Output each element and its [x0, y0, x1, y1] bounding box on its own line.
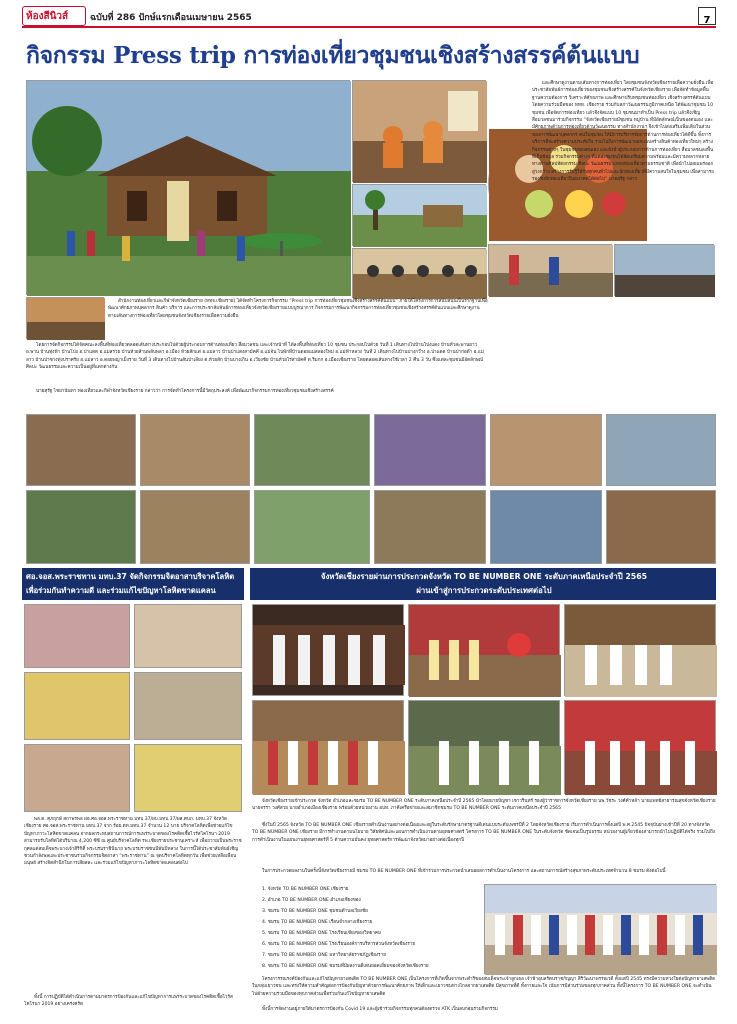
- list-item: 8. ชมรม TO BE NUMBER ONE ชมรมที่มีผลงานดีเด่นยอดเยี่ยมของจังหวัดเชียงราย: [262, 964, 429, 969]
- list-item: 3. ชมรม TO BE NUMBER ONE ชุมชนตำบลเวียงชัย: [262, 909, 368, 914]
- grid-photo: [606, 414, 716, 486]
- article3-body-3: ในการประกวดผลงานในครั้งนี้จังหวัดเชียงรายมี ชมรม TO BE NUMBER ONE ที่เข้าร่วมการประกวดนำเสนอผลการดำเนินงานโครงการ และสถานการณ์สร้างสุขภาพระดับประเทศจำนวน 8 ชมรม ดังต่อไปนี้: [262, 869, 666, 874]
- header-rule: [22, 26, 716, 28]
- article1-body-1: สำนักงานท่องเที่ยวและกีฬาจังหวัดเชียงราย (ททจ.เชียงราย) ได้จัดทำโครงการกิจกรรม “Press trip การท่องเที่ยวชุมชนเชิงสร้างสรรค์ต้นแบบ” ภายใต้โครงการการสนับสนุนเป็นรากฐานเพื่อพัฒนาศักยภาพบุคลากร สินค้า บริการ และการประชาสัมพันธ์การท่องเที่ยวจังหวัดเชียงรายแบบบูรณาการ กิจกรรมการพัฒนากิจกรรมการท่องเที่ยวชุมชนเชิงสร้างสรรค์ต้นแบบและศึกษาดูงานตามเส้นทางการท่องเที่ยวโดยชุมชนจังหวัดเชียงรายเพื่อความยั่งยืน: [108, 299, 488, 319]
- article3-club-list: [262, 886, 482, 974]
- donation-photo: [24, 604, 130, 668]
- donation-photo: [24, 672, 130, 740]
- article3-title-line2: ผ่านเข้าสู่การประกวดระดับประเทศต่อไป: [416, 586, 552, 595]
- donation-photo: [24, 744, 130, 812]
- grid-photo: [490, 490, 602, 564]
- article1-body-3: นายสุรัฐ ไชยานันทา ท่องเที่ยวและกีฬาจังหวัดเชียงราย กล่าวว่า การจัดทำโครงการนี้มีวัตถุประสงค์ เพื่อพัฒนากิจกรรมการท่องเที่ยวชุมชนเชิงสร้างสรรค์: [36, 389, 334, 394]
- article3-title-line1: จังหวัดเชียงรายผ่านการประกวดจังหวัด TO BE NUMBER ONE ระดับภาคเหนือประจำปี 2565: [320, 572, 648, 581]
- issue-line: ฉบับที่ 286 ปักษ์แรกเดือนเมษายน 2565: [90, 13, 252, 23]
- award-photo: [564, 700, 716, 794]
- article1-right-lower: [492, 298, 714, 408]
- article1-right-column: และศึกษาดูงานตามเส้นทางการท่องเที่ยว โดยชุมชนจังหวัดเชียงรายเพื่อความยั่งยืน เพื่อประชาสัมพันธ์การท่องเที่ยวของชุมชนเชิงสร้างสรรค์ในจังหวัดเชียงราย เพื่อจัดทำข้อมูลพื้นฐานความต้องการ วิเคราะห์ศักยภาพ และศึกษาบริบทชุมชนท่องเที่ยว เชิงสร้างสรรค์ต้นแบบ โดยความร่วมมือของ ททท. เชียงราย ร่วมกับสภาวัฒนธรรมภูมิภาคเหนือ ได้พัฒนาชุมชน 10 ชุมชน เพื่อจัดการท่องเที่ยว แล้วจึงจัดแบบ 10 ชุมชนมาทำเป็น Press trip แล้วจึงเชิญสื่อมวลชนมาร่วมกิจกรรม “จังหวัดเชียงรายมีชุมชน หมู่บ้าน ที่มีอัตลักษณ์เป็นของตนเอง และมีศักยภาพด้านการท่องเที่ยวด้านวัฒนธรรม ทางสำนักงานฯ จึงเข้าไปส่งเสริมเพิ่มเติมในส่วนของการพัฒนาบุคลากร คนในชุมชน ให้มีการบริหารจัดการด้านการท่องเที่ยวได้ดีขึ้น ทั้งการบริการที่จะสร้างความประทับใจ รวมไปถึงการพัฒนาออกแบบสร้างสินค้าท่องเที่ยวใหม่ๆ สร้างกิจกรรมต่างๆ ในชุมชนของตนเอง และยังนำผู้ประกอบการด้านการท่องเที่ยว สื่อมวลชนลงพื้นที่เก็บข้อมูล ร่วมกิจกรรมต่างๆ ที่แต่ละชุมชนได้จัดเตรียมความพร้อมและมีความหลากหลายทางด้านศิลปหัตถกรรม ศิลปะ วัฒนธรรม แหล่งท่องเที่ยวตามธรรมชาติ เพื่อนำไปเผยแพร่ออกสู่วงกว้าง สร้างการรับรู้ให้กับทุกคนทั่วไปและนักท่องเที่ยวที่มีความสนใจในชุมชน เพื่อสามารถรองรับนักท่องเที่ยวในอนาคตได้ต่อไป” นายสุรัฐ กล่าว: [532, 81, 714, 183]
- article3-body-4: โครงการรณรงค์ป้องกันและแก้ไขปัญหายาเสพติด TO BE NUMBER ONE เป็นโครงการที่เกิดขึ้นจากพระดำริของสมเด็จพระเจ้าลูกเธอ เจ้าฟ้าอุบลรัตนราชกัญญา สิริวัฒนาพรรณวดี ตั้งแต่ปี 2545 ทรงมีความห่วงใยต่อปัญหายาเสพติดในกลุ่มเยาวชน และทรงให้ความสำคัญต่อการป้องกันปัญหาด้วยการพัฒนาศักยภาพ ให้เด็กและเยาวชนห่างไกลจากยาเสพติด มีสุขภาพที่ดี ทั้งกายและใจ เน้นการมีส่วนร่วมของทุกภาคส่วน ทั้งนี้โครงการ TO BE NUMBER ONE จะดำเนินไปด้วยความร่วมมือของทุกภาคส่วนเพื่อร่วมกันแก้ไขปัญหายาเสพติด: [252, 977, 716, 997]
- list-item: 5. ชมรม TO BE NUMBER ONE โรงเรียนเชียงของวิทยาคม: [262, 931, 382, 936]
- article3-photo-grid: [252, 604, 716, 794]
- grid-photo: [140, 490, 250, 564]
- grid-photo: [254, 490, 370, 564]
- photo-hill-tribe: [488, 244, 612, 296]
- photo-monks-activity: [352, 80, 486, 182]
- article2-photo-grid: [24, 604, 242, 812]
- photo-group-meeting: [352, 248, 486, 298]
- article2-title-line1: ศอ.จอส.พระราชทาน มทบ.37 จัดกิจกรรมจิตอาสาบริจาคโลหิต: [26, 572, 235, 581]
- photo-mountain-village: [352, 184, 486, 246]
- article3-body-1: จังหวัดเชียงรายเข้าประกวด จังหวัด อำเภอและชมรม TO BE NUMBER ONE ระดับภาคเหนือประจำปี 2565 นำโดยนายบัญชา เชาวรินทร์ รองผู้ว่าราชการจังหวัดเชียงราย นพ.วัชระ วงศ์คำหล้า นายแพทย์สาธารณสุขจังหวัดเชียงราย นายจรรา วงศ์สวย นายอำเภอเมืองเชียงราย พร้อมด้วยหน่วยงาน อปท. ภาคีเครือข่ายและสมาชิกชมรม TO BE NUMBER ONE ระดับภาคเหนือประจำปี 2565: [252, 799, 716, 812]
- grid-photo: [490, 414, 602, 486]
- photo-craft-items: [614, 244, 714, 296]
- photo-village-house: [26, 80, 350, 295]
- award-photo: [252, 700, 404, 794]
- article2-title-line2: เพื่อร่วมกันทำความดี และร่วมแก้ไขปัญหาโลหิตขาดแคลน: [26, 586, 216, 595]
- list-item: 7. ชมรม TO BE NUMBER ONE มหาวิทยาลัยราชภัฏเชียงราย: [262, 953, 386, 958]
- donation-photo: [134, 672, 242, 740]
- article2-body-2: ทั้งนี้ การปฏิบัติได้ดำเนินการตามมาตรการป้องกันและแก้ไขปัญหาการแพร่ระบาดของโรคติดเชื้อไวรัสโคโรนา 2019 อย่างเคร่งครัด: [24, 995, 233, 1008]
- grid-photo: [140, 414, 250, 486]
- award-photo: [408, 604, 560, 696]
- masthead: [22, 6, 716, 26]
- logo: [22, 6, 86, 26]
- list-item: 6. ชมรม TO BE NUMBER ONE โรงเรียนองค์การบริหารส่วนจังหวัดเชียงราย: [262, 942, 416, 947]
- donation-photo: [134, 604, 242, 668]
- grid-photo: [26, 490, 136, 564]
- photo-pottery-craft: [26, 297, 104, 339]
- article2-title-banner: [22, 568, 244, 600]
- article3-body-2: ซึ่งในปี 2565 จังหวัด TO BE NUMBER ONE เชียงรายดำเนินงานอย่างต่อเนื่องและอยู่ในระดับรักษามาตรฐานดีเด่นแบบระดับเพชรปีที่ 2 โดยจังหวัดเชียงราย เริ่มการดำเนินการตั้งแต่ปี พ.ศ.2545 ปัจจุบันย่างเข้าปีที่ 20 ทางจังหวัด TO BE NUMBER ONE เชียงราย มีการทำงานตามนโยบาย วิสัยทัศน์และแผนการดำเนินงานตามยุทธศาสตร์ โครงการ TO BE NUMBER ONE ในระดับจังหวัด ชัดเจนเป็นรูปธรรม หน่วยงานผู้เกี่ยวข้องสามารถนำไปปฏิบัติได้จริง รวมไปถึงการดำเนินงานในแผนงานยุทธศาสตร์ที่ 5 ด้านความมั่นคง ยุทธศาสตร์การพัฒนาจังหวัดมาอย่างต่อเนื่องทุกปี: [252, 823, 715, 843]
- article1-photo-grid: [26, 414, 716, 564]
- article2-body: พล.ต. ศุภฤกษ์ สถาพรพล ผอ.ศอ.จอส.พระราชทาน มทบ.37/ผบ.มทบ.37/ผส.ศบภ. มทบ.37 จังหวัดเชียงราย ศอ.จอส.พระราชทาน มทบ.37 จาก ร้อย.ตท.มทบ.37 จำนวน 12 นาย บริจาคโลหิตเพื่อช่วยแก้ไขปัญหาภาวะโลหิตขาดแคลน จากผลกระทบสถานการณ์การแพร่ระบาดของโรคติดเชื้อไวรัสโคโรนา 2019 สามารถรับโลหิตได้ปริมาณ 4,200 ซีซี ณ ศูนย์บริจาคโลหิต รพ.เชียงรายประชานุเคราะห์ เพื่อถวายเป็นพระราชกุศลแด่สมเด็จพระนางเจ้าสิริกิติ์ พระบรมราชินีนาถ พระบรมราชชนนีพันปีหลวง ในการนี้ได้ประชาสัมพันธ์เชิญชวนกำลังพลและประชาชนร่วมกิจกรรมจิตอาสา “พระราชทาน” ณ จุดบริจาคโลหิตทุกวัน เพื่อช่วยเหลือเพื่อนมนุษย์ สร้างจิตสำนึกในการเสียสละ และร่วมแก้ไขปัญหาภาวะโลหิตขาดแคลนต่อไป: [24, 817, 242, 867]
- grid-photo: [26, 414, 136, 486]
- article3-title-banner: [250, 568, 716, 600]
- list-item: 4. ชมรม TO BE NUMBER ONE เรือนจำกลางเชียงราย: [262, 920, 373, 925]
- page-number: 7: [703, 15, 711, 26]
- grid-photo: [374, 490, 486, 564]
- award-photo: [408, 700, 560, 794]
- donation-photo: [134, 744, 242, 812]
- award-photo: [252, 604, 404, 696]
- page-number-box: [698, 7, 716, 25]
- grid-photo: [374, 414, 486, 486]
- list-item: 2. อำเภอ TO BE NUMBER ONE อำเภอเชียงของ: [262, 898, 361, 903]
- list-item: 1. จังหวัด TO BE NUMBER ONE เชียงราย: [262, 887, 349, 892]
- grid-photo: [254, 414, 370, 486]
- grid-photo: [606, 490, 716, 564]
- photo-group-portrait: [484, 884, 716, 974]
- award-photo: [564, 604, 716, 696]
- article3-body-5: ทั้งนี้การจัดงานอยู่ภายใต้มาตรการป้องกัน Covid 19 และผู้เข้าร่วมกิจกรรมทุกคนต้องตรวจ ATK เป็นลบก่อนร่วมกิจกรรม: [262, 1007, 498, 1012]
- logo-text: ห้องสีนิวส์: [26, 11, 69, 22]
- article1-body-2: โดยการจัดกิจกรรมได้จัดคณะลงพื้นที่ท่องเที่ยวตลอดเส้นทางประกอบไปด้วยผู้ประกอบการด้านท่องเที่ยว สื่อมวลชน และเจ้าหน้าที่ ได้ลงพื้นที่ท่องเที่ยว 10 ชุมชน ประกอบไปด้วย วันที่ 1 เดินทางไปบ้านโป่งแดง บ้านหัวสะพานยาว อ.พาน บ้านทุ่งฟ้า บ้านโป่ง อ.ป่าแดด อ.แม่สรวย บ้านห้วยส้านพลับพลา อ.เมือง ห้วยสักแต่ อ.แม่ลาว บ้านป่าแดงสามัคคี อ.แม่จัน ไปพักที่บ้านดอยแม่สลองใหม่ อ.แม่ฟ้าหลวง วันที่ 2 เดินทางไปบ้านปางกว๊าง อ.ป่าแดด บ้านป่าก่อดำ อ.แม่ลาว บ้านป่าซางทุ่งปราศรัย อ.แม่ลาว อ.ดอยพญาเม็งราย วันที่ 3 เดินทางไปบ้านสันป่าเลียง ต.ห้วยสัก บ้านบางเกิน อ.เวียงชัย บ้านห้วยไร่สามัคคี ต.ริมกก อ.เมืองเชียงราย โดยตลอดเส้นทางใช้เวลา 2 คืน 3 วัน ซึ่งแต่ละชุมชนมีอัตลักษณ์ ศิลปะ วัฒนธรรมและความเป็นอยู่ที่แตกต่างกัน: [26, 343, 484, 371]
- article1-right-column-cont: [650, 126, 714, 244]
- article1-title: กิจกรรม Press trip การท่องเที่ยวชุมชนเชิงสร้างสรรค์ต้นแบบ: [26, 42, 640, 69]
